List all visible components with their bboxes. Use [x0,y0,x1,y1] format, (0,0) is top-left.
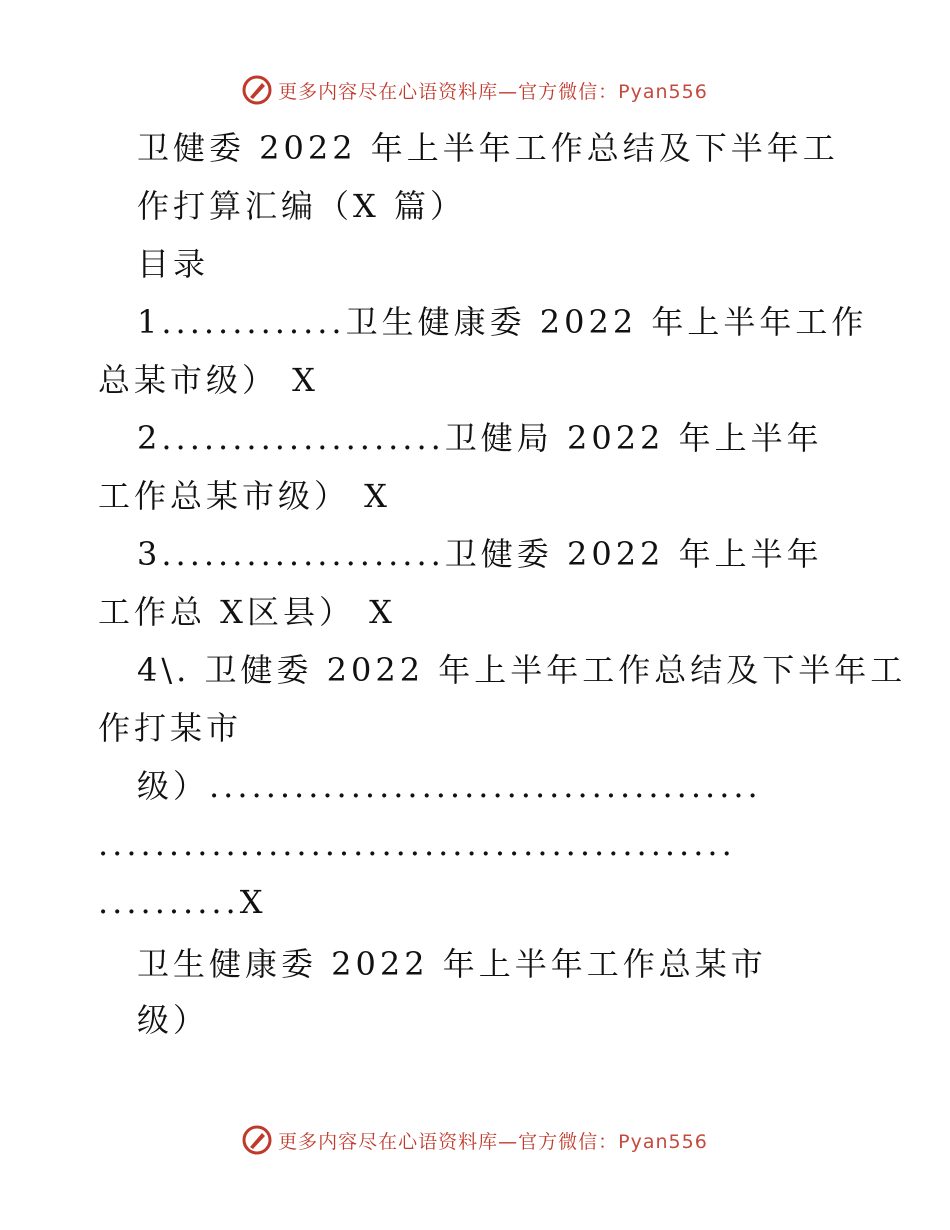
banner-wechat-id: Pyan556 [618,1130,708,1153]
toc-item-4-line-4: ............................................. [98,825,736,863]
section-title-line-1: 卫生健康委 2022 年上半年工作总某市 [137,945,767,983]
doc-title-line-2: 作打算汇编（X 篇） [137,187,466,225]
banner-wechat-id: Pyan556 [618,80,708,103]
toc-item-1-line-2: 总某市级） X [98,361,319,399]
section-title-line-2: 级） [137,1001,210,1039]
toc-item-4-line-5: ..........X [98,883,267,921]
footer-banner [0,1120,950,1160]
toc-item-4-line-1: 4\. 卫健委 2022 年上半年工作总结及下半年工 [137,651,907,689]
pen-logo-icon [242,75,272,105]
toc-item-3-line-2: 工作总 X区县） X [98,593,396,631]
toc-item-2-line-2: 工作总某市级） X [98,477,391,515]
toc-item-4-line-2: 作打某市 [98,709,243,747]
toc-heading: 目录 [137,245,210,283]
doc-title-line-1: 卫健委 2022 年上半年工作总结及下半年工 [137,129,839,167]
toc-item-2-line-1: 2....................卫健局 2022 年上半年 [137,419,823,457]
header-banner [0,70,950,110]
banner-text: 更多内容尽在心语资料库—官方微信： [278,80,619,103]
pen-logo-icon [242,1125,272,1155]
toc-item-1-line-1: 1.............卫生健康委 2022 年上半年工作 [137,303,868,341]
toc-item-4-line-3: 级）....................................... [137,767,762,805]
banner-text: 更多内容尽在心语资料库—官方微信： [278,1130,619,1153]
toc-item-3-line-1: 3....................卫健委 2022 年上半年 [137,535,823,573]
